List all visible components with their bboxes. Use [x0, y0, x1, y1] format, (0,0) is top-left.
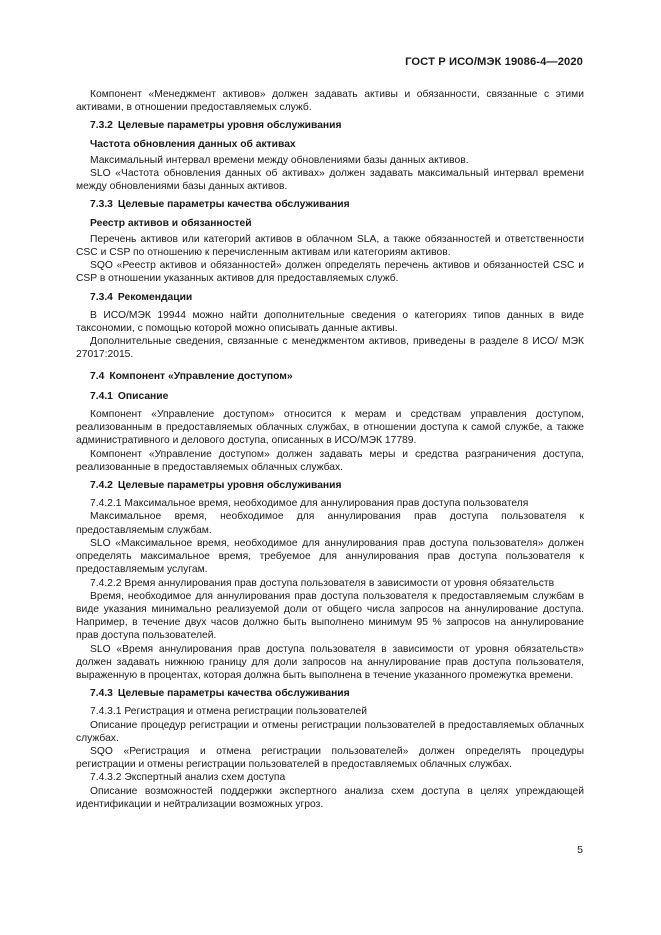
document-body [76, 88, 584, 811]
subsection-title: Реестр активов и обязанностей [90, 217, 252, 229]
paragraph: Компонент «Управление доступом» должен задавать меры и средства разграничения доступа, реализованные в предоставляемых облачных службах. [76, 448, 584, 473]
paragraph: Компонент «Менеджмент активов» должен задавать активы и обязанности, связанные с этими активами, в отношении предоставляемых служб. [76, 89, 584, 114]
paragraph: SLO «Частота обновления данных об активах» должен задавать максимальный интервал времени между обновлениями базы данных активов. [76, 168, 584, 193]
subsection-title: Частота обновления данных об активах [90, 138, 296, 150]
chapter-heading: 7.4 Компонент «Управление доступом» [90, 370, 293, 382]
clause-title: 7.4.2.2 Время аннулирования прав доступа пользователя в зависимости от уровня обязательств [90, 577, 555, 589]
paragraph: Максимальный интервал времени между обновлениями базы данных активов. [90, 154, 469, 166]
page-number: 5 [577, 844, 583, 856]
paragraph: Дополнительные сведения, связанные с менеджментом активов, приведены в разделе 8 ИСО/ МЭК 27017:2015. [76, 336, 584, 361]
clause-title: 7.4.3.1 Регистрация и отмена регистрации пользователей [90, 706, 367, 718]
clause-title: 7.4.2.1 Максимальное время, необходимое для аннулирования прав доступа пользователя [90, 498, 529, 510]
section-heading: 7.4.3 Целевые параметры качества обслуживания [90, 688, 350, 700]
paragraph: Максимальное время, необходимое для аннулирования прав доступа пользователя к предоставляемым службам. [76, 511, 584, 536]
paragraph: В ИСО/МЭК 19944 можно найти дополнительные сведения о категориях типов данных в виде таксономии, с помощью которой можно описывать данные активы. [76, 309, 584, 335]
section-heading: 7.4.2 Целевые параметры уровня обслуживания [90, 480, 342, 492]
paragraph: SQO «Реестр активов и обязанностей» должен определять перечень активов и обязанностей CSC и CSP в отношении указанных активов для предоставляемых служб. [76, 260, 584, 285]
paragraph: Описание процедур регистрации и отмены регистрации пользователей в предоставляемых облачных службах. [76, 719, 584, 744]
paragraph: Описание возможностей поддержки экспертного анализа схем доступа в целях упреждающей идентификации и нейтрализации возможных угроз. [76, 785, 584, 810]
section-heading: 7.3.3 Целевые параметры качества обслуживания [90, 199, 350, 211]
paragraph: Время, необходимое для аннулирования прав доступа пользователя к предоставляемым службам в виде указания минимально реализуемой доли от общего числа запросов на аннулирование доступа. Например, в течение двух часов должно быть выполнено минимум 95 % запросов на аннулирование прав доступа пользователей. [76, 590, 584, 642]
paragraph: SLO «Максимальное время, необходимое для аннулирования прав доступа пользователя» должен определять максимальное время, требуемое для аннулирования прав доступа пользователя к предоставляемым услугам. [76, 537, 584, 576]
section-heading: 7.3.4 Рекомендации [90, 291, 193, 303]
section-heading: 7.3.2 Целевые параметры уровня обслуживания [90, 120, 342, 132]
paragraph: Компонент «Управление доступом» относится к мерам и средствам управления доступом, реализованным в предоставляемых облачных службах, в отношении доступа к самой службе, а также административного и делового доступа, описанных в ИСО/МЭК 17789. [76, 409, 584, 447]
clause-title: 7.4.3.2 Экспертный анализ схем доступа [90, 772, 286, 784]
section-heading: 7.4.1 Описание [90, 390, 169, 402]
paragraph: Перечень активов или категорий активов в облачном SLA, а также обязанностей и ответственности CSC и CSP по отношению к перечисленным активам или категориям активов. [76, 233, 584, 259]
paragraph: SLO «Время аннулирования прав доступа пользователя в зависимости от уровня обязательств» должен задавать нижнюю границу для доли запросов на аннулирование прав доступа пользователя, выраженную в процентах, которая должна быть выполнена в течение указанного промежутка времени. [76, 643, 584, 681]
paragraph: SQO «Регистрация и отмена регистрации пользователей» должен определять процедуры регистрации и отмены регистрации пользователей в предоставляемых облачных службах. [76, 745, 584, 771]
document-header: ГОСТ Р ИСО/МЭК 19086-4—2020 [405, 56, 583, 68]
